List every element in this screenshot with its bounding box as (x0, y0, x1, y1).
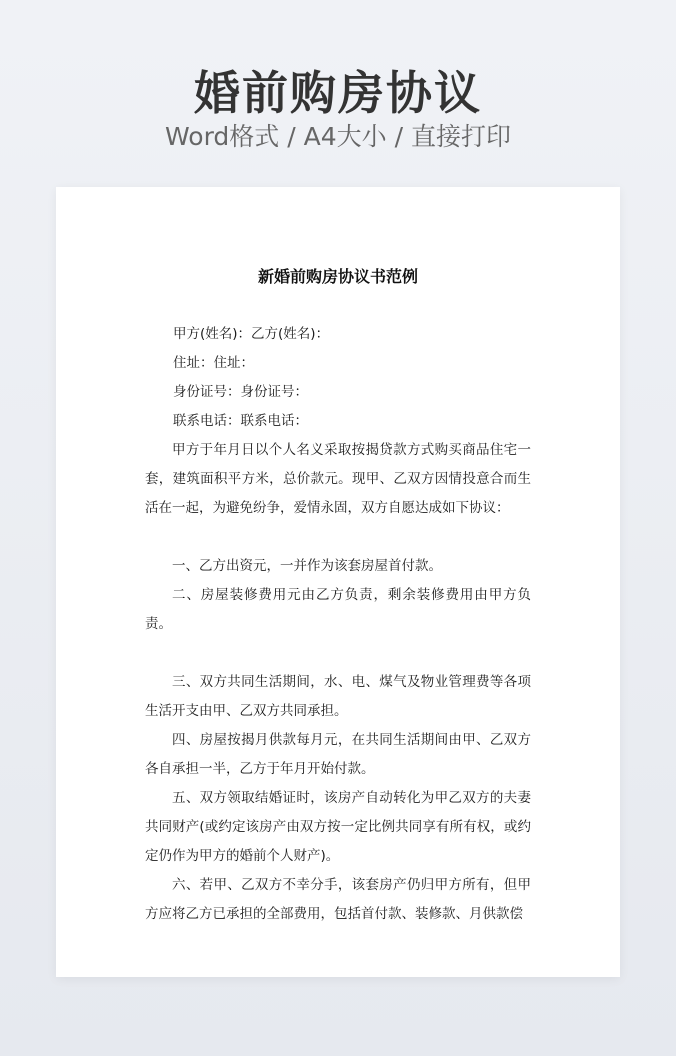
address-field: 住址：住址： (173, 355, 254, 371)
document-body (145, 320, 531, 929)
page-title: 婚前购房协议 (194, 66, 482, 120)
intro-paragraph: 甲方于年月日以个人名义采取按揭贷款方式购买商品住宅一套，建筑面积平方米，总价款元。现甲、乙双方因情投意合而生活在一起，为避免纷争，爱情永固，双方自愿达成如下协议： (145, 442, 531, 516)
party-name-field: 甲方(姓名)：乙方(姓名)： (173, 326, 330, 342)
phone-field: 联系电话：联系电话： (173, 413, 308, 429)
clause-2: 二、房屋装修费用元由乙方负责，剩余装修费用由甲方负责。 (145, 587, 531, 632)
clause-4: 四、房屋按揭月供款每月元，在共同生活期间由甲、乙双方各自承担一半，乙方于年月开始付款。 (145, 732, 531, 777)
document-title: 新婚前购房协议书范例 (257, 267, 418, 286)
clause-1: 一、乙方出资元，一并作为该套房屋首付款。 (172, 558, 442, 574)
paragraph-gap (145, 523, 531, 552)
id-number-field: 身份证号：身份证号： (173, 384, 308, 400)
document-paper (56, 187, 620, 977)
page-subtitle: Word格式 / A4大小 / 直接打印 (165, 122, 511, 151)
paragraph-gap (145, 639, 531, 668)
clause-5: 五、双方领取结婚证时，该房产自动转化为甲乙双方的夫妻共同财产(或约定该房产由双方按一定比例共同享有所有权，或约定仍作为甲方的婚前个人财产)。 (145, 790, 531, 864)
clause-6: 六、若甲、乙双方不幸分手，该套房产仍归甲方所有，但甲方应将乙方已承担的全部费用，包括首付款、装修款、月供款偿 (145, 877, 531, 922)
clause-3: 三、双方共同生活期间，水、电、煤气及物业管理费等各项生活开支由甲、乙双方共同承担。 (145, 674, 531, 719)
